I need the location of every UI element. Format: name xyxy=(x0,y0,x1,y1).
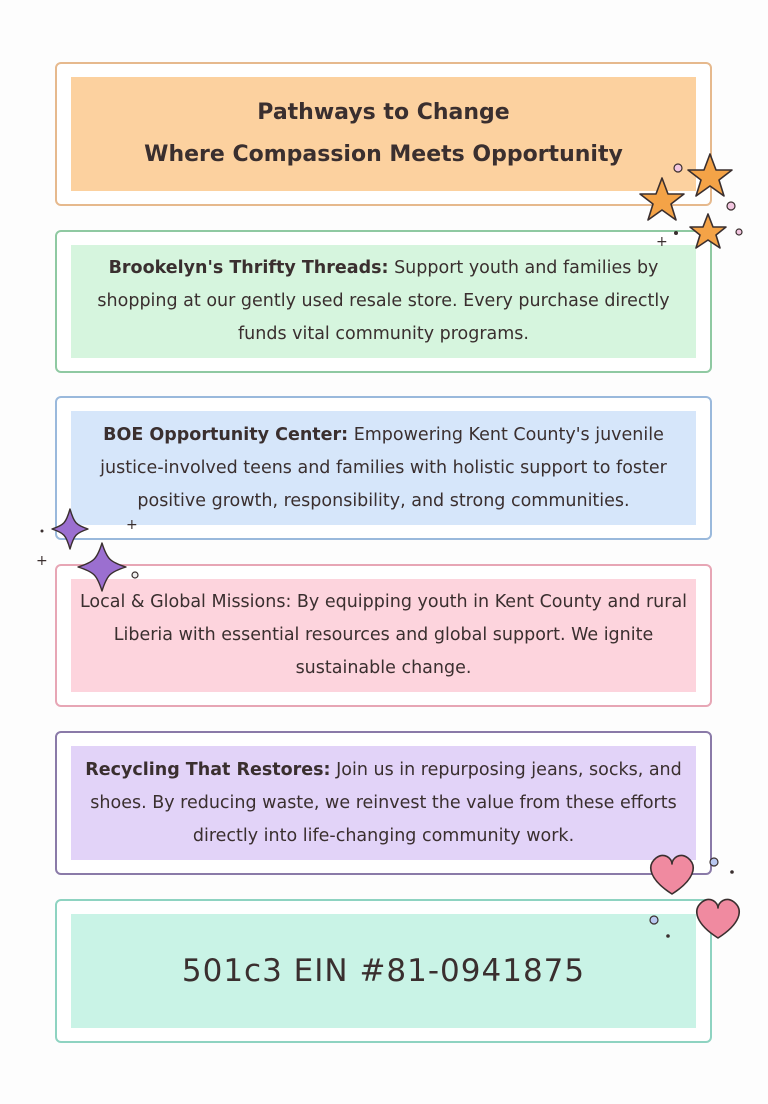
ein-number: 501c3 EIN #81-0941875 xyxy=(181,952,586,989)
recycling-text xyxy=(77,754,690,853)
thrifty-threads-panel xyxy=(71,245,696,358)
missions-panel xyxy=(71,579,696,692)
thrifty-threads-card xyxy=(55,230,712,373)
recycling-description: Join us in repurposing jeans, socks, and shoes. By reducing waste, we reinvest the value from these efforts directly into life-changing community work. xyxy=(90,759,682,846)
recycling-card xyxy=(55,731,712,875)
ein-card xyxy=(55,899,712,1043)
sparkle-icon xyxy=(78,543,126,591)
recycling-heading: Recycling That Restores: xyxy=(85,759,331,780)
opportunity-center-heading: BOE Opportunity Center: xyxy=(103,424,349,445)
page-subtitle: Where Compassion Meets Opportunity xyxy=(144,142,623,167)
missions-description: Local & Global Missions: By equipping youth in Kent County and rural Liberia with essential resources and global support. We ignite sustainable change. xyxy=(79,592,688,678)
heart-icon xyxy=(651,856,693,894)
page-title: Pathways to Change xyxy=(257,100,510,125)
hearts-decoration xyxy=(640,848,750,948)
opportunity-center-card xyxy=(55,396,712,540)
heart-icon xyxy=(697,900,739,938)
thrifty-threads-text xyxy=(77,252,690,351)
dot-icon xyxy=(736,229,742,235)
dot-icon xyxy=(674,231,678,235)
opportunity-center-description: Empowering Kent County's juvenile justice-involved teens and families with holistic support to foster positive growth, responsibility, and strong communities. xyxy=(100,424,667,511)
sparkle-icon xyxy=(52,509,88,549)
sparkles-decoration xyxy=(30,505,148,605)
title-panel xyxy=(71,77,696,191)
dot-icon xyxy=(666,934,670,938)
dot-icon xyxy=(730,870,734,874)
dot-icon xyxy=(674,164,682,172)
plus-icon: + xyxy=(126,517,138,533)
dot-icon xyxy=(727,202,735,210)
star-icon xyxy=(688,154,732,196)
title-card xyxy=(55,62,712,206)
dot-icon xyxy=(710,858,718,866)
star-icon xyxy=(640,178,684,220)
opportunity-center-text xyxy=(77,419,690,518)
dot-icon xyxy=(650,916,658,924)
opportunity-center-panel xyxy=(71,411,696,525)
thrifty-threads-heading: Brookelyn's Thrifty Threads: xyxy=(108,258,389,278)
plus-icon: + xyxy=(656,234,668,250)
missions-text xyxy=(77,586,690,685)
missions-card xyxy=(55,564,712,707)
recycling-panel xyxy=(71,746,696,860)
dot-icon xyxy=(41,530,44,533)
plus-icon: + xyxy=(36,553,48,569)
thrifty-threads-description: Support youth and families by shopping at our gently used resale store. Every purchase directly funds vital community programs. xyxy=(97,258,670,344)
star-icon xyxy=(690,214,726,248)
dot-icon xyxy=(132,572,138,578)
stars-decoration xyxy=(632,148,750,258)
ein-panel xyxy=(71,914,696,1028)
